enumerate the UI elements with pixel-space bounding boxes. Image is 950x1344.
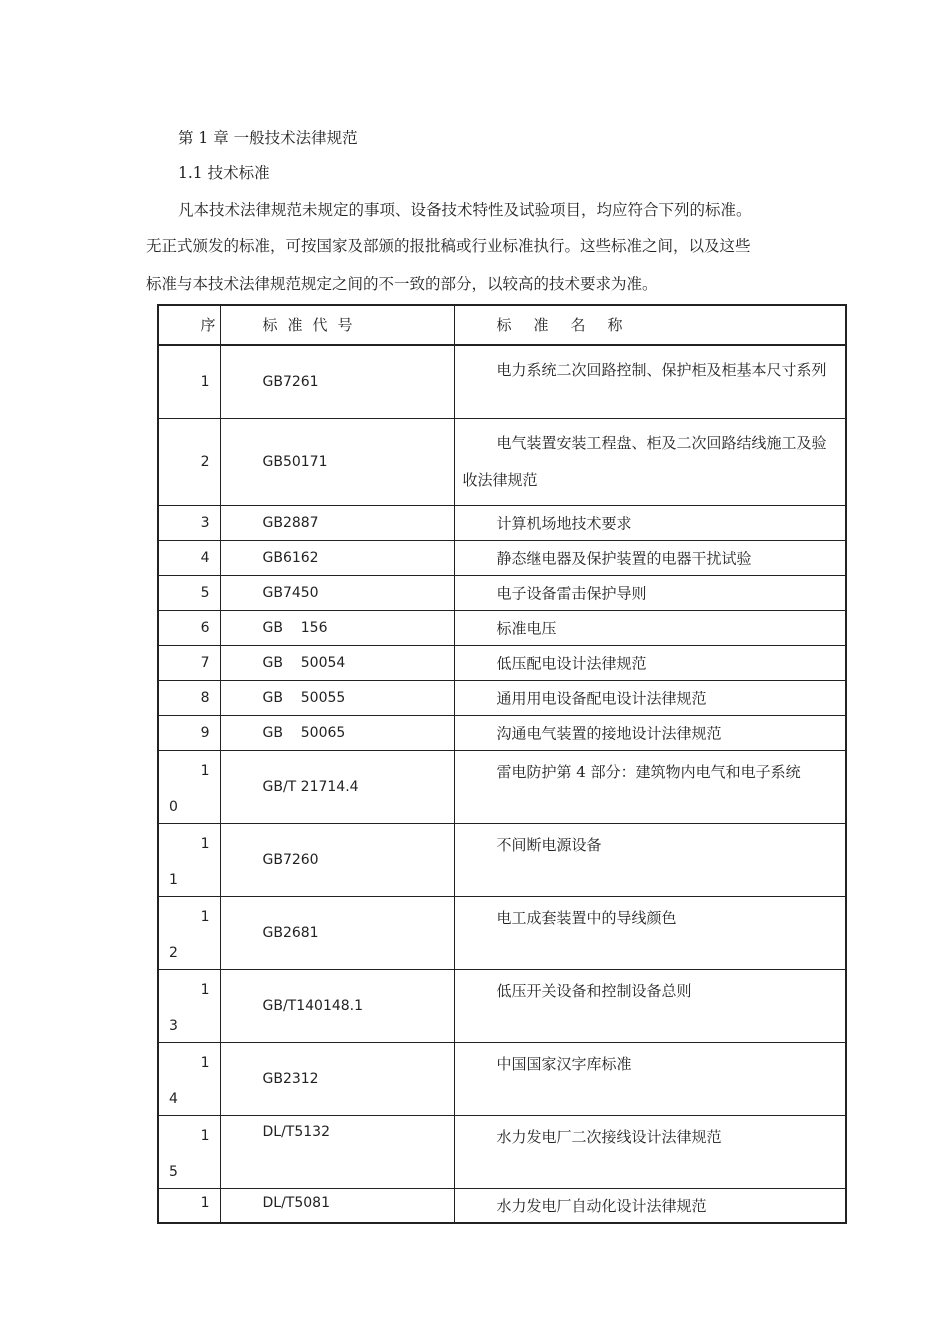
row-name: 电气装置安装工程盘、柜及二次回路结线施工及验收法律规范 [462,433,827,489]
row-seq: 4 [200,549,210,566]
seq-cell [158,345,220,418]
seq-cell [158,645,220,680]
name-cell [454,575,846,610]
row-seq-line1: 1 [200,981,210,998]
code-cell [220,540,454,575]
name-cell [454,715,846,750]
row-code: GB6162 [262,549,319,566]
row-name: 电力系统二次回路控制、保护柜及柜基本尺寸系列 [496,361,827,379]
code-cell [220,505,454,540]
name-cell [454,345,846,418]
code-cell [220,645,454,680]
seq-cell [158,1188,220,1223]
row-name: 标准电压 [496,619,557,637]
header-seq: 序 [200,316,216,334]
row-code: GB/T 21714.4 [262,778,359,795]
code-cell [220,610,454,645]
intro-paragraph-line: 凡本技术法律规范未规定的事项、设备技术特性及试验项目，均应符合下列的标准。 [178,201,752,219]
row-code: GB7261 [262,373,319,390]
row-name: 中国国家汉字库标准 [496,1054,632,1073]
seq-cell [158,540,220,575]
name-cell [454,969,846,1042]
seq-cell [158,896,220,969]
row-seq: 2 [200,453,210,470]
chapter-title: 第 1 章 一般技术法律规范 [178,129,358,147]
seq-cell [158,823,220,896]
code-cell [220,345,454,418]
header-seq-cell [158,305,220,345]
intro-paragraph-line: 无正式颁发的标准，可按国家及部颁的报批稿或行业标准执行。这些标准之间，以及这些 [146,237,751,255]
row-seq: 3 [200,514,210,531]
name-cell [454,896,846,969]
code-cell [220,750,454,823]
code-cell [220,1188,454,1223]
table-row [158,680,846,715]
seq-cell [158,575,220,610]
table-row [158,896,846,969]
row-seq: 5 [200,584,210,601]
table-row [158,715,846,750]
row-code: GB50171 [262,453,328,470]
name-cell [454,1188,846,1223]
name-cell [454,680,846,715]
name-cell [454,610,846,645]
row-name: 通用用电设备配电设计法律规范 [496,689,707,707]
row-seq-line1: 1 [200,1194,210,1211]
seq-cell [158,969,220,1042]
row-name: 雷电防护第 4 部分：建筑物内电气和电子系统 [496,762,801,781]
header-code-cell [220,305,454,345]
row-code: GB 156 [262,619,328,636]
seq-cell [158,680,220,715]
row-name: 水力发电厂二次接线设计法律规范 [496,1127,722,1146]
row-code: GB7450 [262,584,319,601]
table-row [158,540,846,575]
code-cell [220,680,454,715]
code-cell [220,575,454,610]
code-cell [220,896,454,969]
row-code: GB 50055 [262,689,346,706]
table-row [158,610,846,645]
name-cell [454,823,846,896]
row-seq-line1: 1 [200,1054,210,1071]
row-seq-line1: 1 [200,1127,210,1144]
row-seq-line1: 1 [200,835,210,852]
row-seq-line2: 4 [169,1090,178,1107]
table-row [158,575,846,610]
row-code: GB2887 [262,514,319,531]
table-row [158,345,846,418]
header-code: 标准代号 [262,316,363,334]
code-cell [220,715,454,750]
header-name: 标准名称 [496,316,645,334]
table-row [158,505,846,540]
row-seq-line2: 5 [169,1163,178,1180]
row-name: 电子设备雷击保护导则 [496,584,647,602]
row-name: 沟通电气装置的接地设计法律规范 [496,724,722,742]
seq-cell [158,1115,220,1188]
code-cell [220,1115,454,1188]
name-cell [454,505,846,540]
row-seq-line2: 1 [169,871,178,888]
standards-table [157,304,847,1224]
row-code: GB7260 [262,851,319,868]
seq-cell [158,418,220,505]
seq-cell [158,610,220,645]
row-code: GB2681 [262,924,319,941]
row-code: DL/T5132 [262,1123,330,1140]
row-seq-line2: 0 [169,798,178,815]
name-cell [454,1042,846,1115]
table-row [158,969,846,1042]
seq-cell [158,715,220,750]
table-row [158,1188,846,1223]
row-seq-line2: 2 [169,944,178,961]
row-seq: 7 [200,654,210,671]
row-name: 水力发电厂自动化设计法律规范 [496,1196,707,1215]
name-cell [454,645,846,680]
table-row [158,418,846,505]
row-code: GB 50065 [262,724,346,741]
name-cell [454,540,846,575]
table-row [158,645,846,680]
code-cell [220,1042,454,1115]
row-name: 低压配电设计法律规范 [496,654,647,672]
row-seq: 1 [200,373,210,390]
code-cell [220,418,454,505]
table-row [158,750,846,823]
header-name-cell [454,305,846,345]
row-seq: 9 [200,724,210,741]
row-code: GB/T140148.1 [262,997,364,1014]
table-row [158,1115,846,1188]
row-name: 电工成套装置中的导线颜色 [496,908,677,927]
seq-cell [158,1042,220,1115]
row-seq-line1: 1 [200,908,210,925]
code-cell [220,823,454,896]
seq-cell [158,505,220,540]
table-header-row [158,305,846,345]
name-cell [454,418,846,505]
row-seq: 6 [200,619,210,636]
row-seq-line1: 1 [200,762,210,779]
row-code: GB2312 [262,1070,319,1087]
row-code: GB 50054 [262,654,346,671]
table-row [158,823,846,896]
name-cell [454,1115,846,1188]
row-code: DL/T5081 [262,1194,330,1211]
seq-cell [158,750,220,823]
table-row [158,1042,846,1115]
section-title: 1.1 技术标准 [178,164,270,182]
row-name: 不间断电源设备 [496,835,602,854]
intro-paragraph-line: 标准与本技术法律规范规定之间的不一致的部分，以较高的技术要求为准。 [146,275,658,293]
name-cell [454,750,846,823]
row-seq: 8 [200,689,210,706]
row-name: 计算机场地技术要求 [496,514,632,532]
row-seq-line2: 3 [169,1017,178,1034]
row-name: 静态继电器及保护装置的电器干扰试验 [496,549,752,567]
row-name: 低压开关设备和控制设备总则 [496,981,692,1000]
code-cell [220,969,454,1042]
